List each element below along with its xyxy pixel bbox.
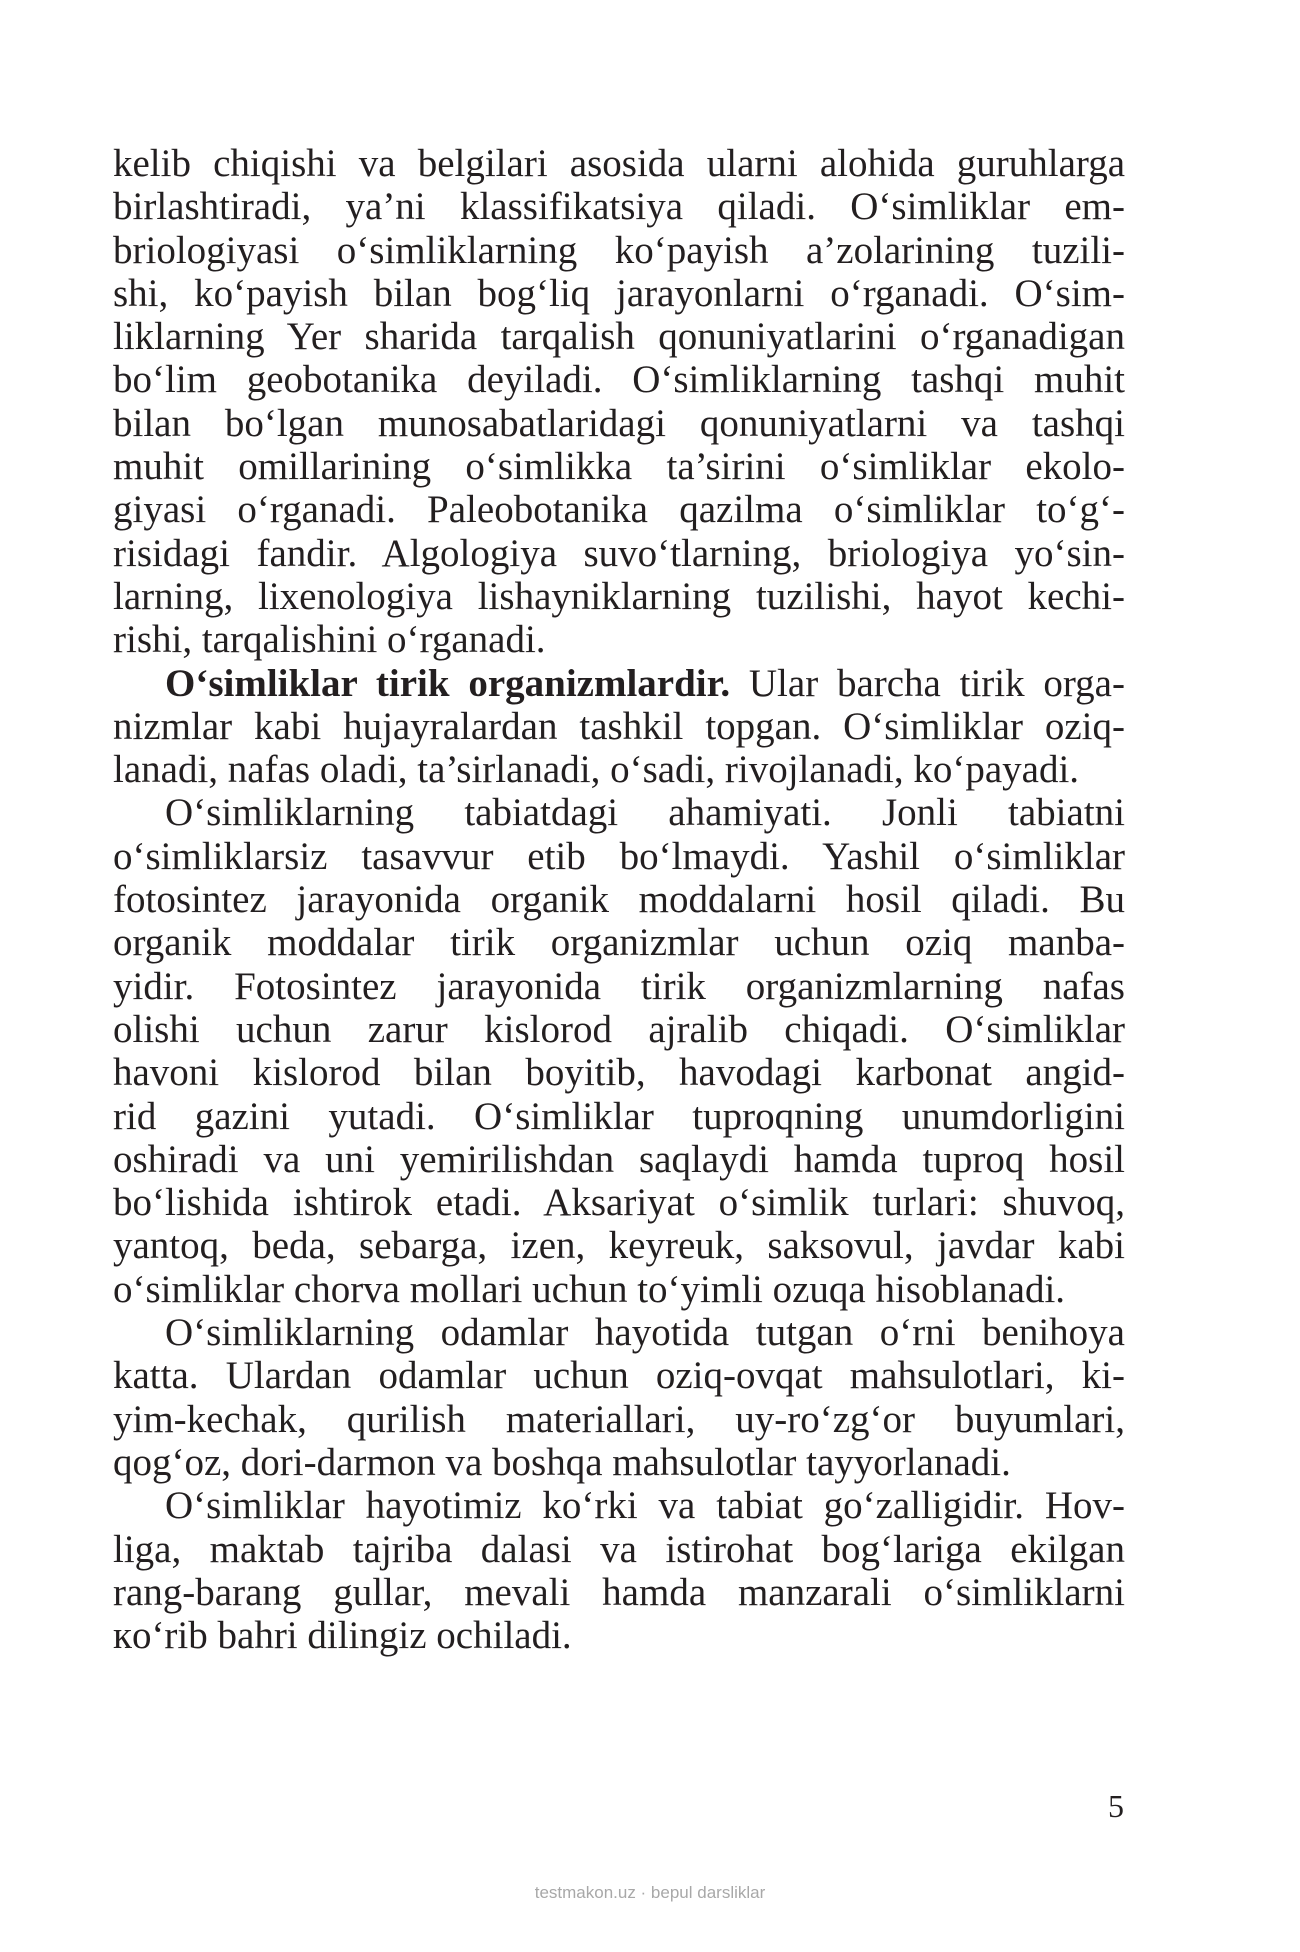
text-line: olishi uchun zarur kislorod ajralib chiqadi. O‘simliklar: [113, 1007, 1125, 1051]
text-line: o‘simliklar chorva mollari uchun to‘yimli ozuqa hisoblanadi.: [113, 1267, 1066, 1311]
text-line: giyasi o‘rganadi. Paleobotanika qazilma o‘simliklar to‘g‘-: [113, 488, 1125, 532]
bold-heading: O‘simliklar tirik organizmlardir.: [165, 661, 731, 705]
text-line: o‘simliklarsiz tasavvur etib bo‘lmaydi. Yashil o‘simliklar: [113, 834, 1125, 878]
text-line: yantoq, beda, sebarga, izen, keyreuk, saksovul, javdar kabi: [113, 1224, 1125, 1268]
page-number: 5: [1108, 1788, 1124, 1824]
text-line: liga, maktab tajriba dalasi va istirohat bog‘lariga ekilgan: [113, 1527, 1125, 1571]
text-line: bilan bo‘lgan munosabatlaridagi qonuniyatlarni va tashqi: [113, 401, 1125, 445]
text-line: yim-kechak, qurilish materiallari, uy-ro‘zg‘or buyumlari,: [113, 1397, 1125, 1441]
text-line: yidir. Fotosintez jarayonida tirik organizmlarning nafas: [113, 964, 1125, 1008]
text-line: qog‘oz, dori-darmon va boshqa mahsulotlar tayyorlanadi.: [113, 1440, 1011, 1484]
text-run: Ular barcha tirik orga-: [730, 661, 1125, 705]
text-line: shi, ko‘payish bilan bog‘liq jarayonlarni o‘rganadi. O‘sim-: [113, 271, 1125, 315]
text-line: O‘simliklar hayotimiz ko‘rki va tabiat go‘zalligidir. Hov-: [165, 1484, 1125, 1528]
text-line: kelib chiqishi va belgilari asosida ularni alohida guruhlarga: [113, 142, 1125, 185]
paragraph-classification: [113, 142, 1125, 662]
text-line: havoni kislorod bilan boyitib, havodagi karbonat angid-: [113, 1051, 1125, 1095]
text-line: katta. Ulardan odamlar uchun oziq-ovqat mahsulotlari, ki-: [113, 1354, 1125, 1398]
text-line: liklarning Yer sharida tarqalish qonuniyatlarini o‘rganadigan: [113, 315, 1125, 359]
text-line: кo‘rib bahri dilingiz ochiladi.: [113, 1614, 572, 1658]
text-line: rid gazini yutadi. O‘simliklar tuproqning unumdorligini: [113, 1094, 1125, 1138]
paragraph-beauty-of-nature: [113, 1484, 1125, 1657]
paragraph-importance-in-nature: [113, 791, 1125, 1311]
text-line: O‘simliklarning tabiatdagi ahamiyati. Jonli tabiatni: [165, 791, 1125, 835]
text-line: briologiyasi o‘simliklarning ko‘payish a’zolarining tuzili-: [113, 228, 1125, 272]
text-line: [113, 662, 1125, 705]
text-line: nizmlar kabi hujayralardan tashkil topgan. O‘simliklar oziq-: [113, 704, 1125, 748]
text-line: O‘simliklarning odamlar hayotida tutgan o‘rni benihoya: [165, 1311, 1125, 1355]
text-line: organik moddalar tirik organizmlar uchun oziq manba-: [113, 921, 1125, 965]
paragraph-role-in-human-life: [113, 1311, 1125, 1484]
text-line: oshiradi va uni yemirilishdan saqlaydi hamda tuproq hosil: [113, 1137, 1125, 1181]
body-text: [113, 142, 1125, 1657]
text-line: lanadi, nafas oladi, ta’sirlanadi, o‘sadi, rivojlanadi, ko‘payadi.: [113, 748, 1080, 792]
text-line: bo‘lishida ishtirok etadi. Aksariyat o‘simlik turlari: shuvoq,: [113, 1181, 1125, 1225]
text-line: muhit omillarining o‘simlikka ta’sirini o‘simliklar ekolo-: [113, 445, 1125, 489]
text-line: risidagi fandir. Algologiya suvo‘tlarning, briologiya yo‘sin-: [113, 531, 1125, 575]
text-line: rang-barang gullar, mevali hamda manzarali o‘simliklarni: [113, 1570, 1125, 1614]
text-line: larning, lixenologiya lishayniklarning tuzilishi, hayot kechi-: [113, 574, 1125, 618]
paragraph-living-organisms: [113, 662, 1125, 792]
text-line: fotosintez jarayonida organik moddalarni hosil qiladi. Bu: [113, 878, 1125, 922]
text-line: birlashtiradi, ya’ni klassifikatsiya qiladi. O‘simliklar em-: [113, 185, 1125, 229]
text-line: rishi, tarqalishini o‘rganadi.: [113, 618, 546, 662]
text-line: bo‘lim geobotanika deyiladi. O‘simliklarning tashqi muhit: [113, 358, 1125, 402]
watermark-text: testmakon.uz · bepul darsliklar: [534, 1883, 766, 1902]
